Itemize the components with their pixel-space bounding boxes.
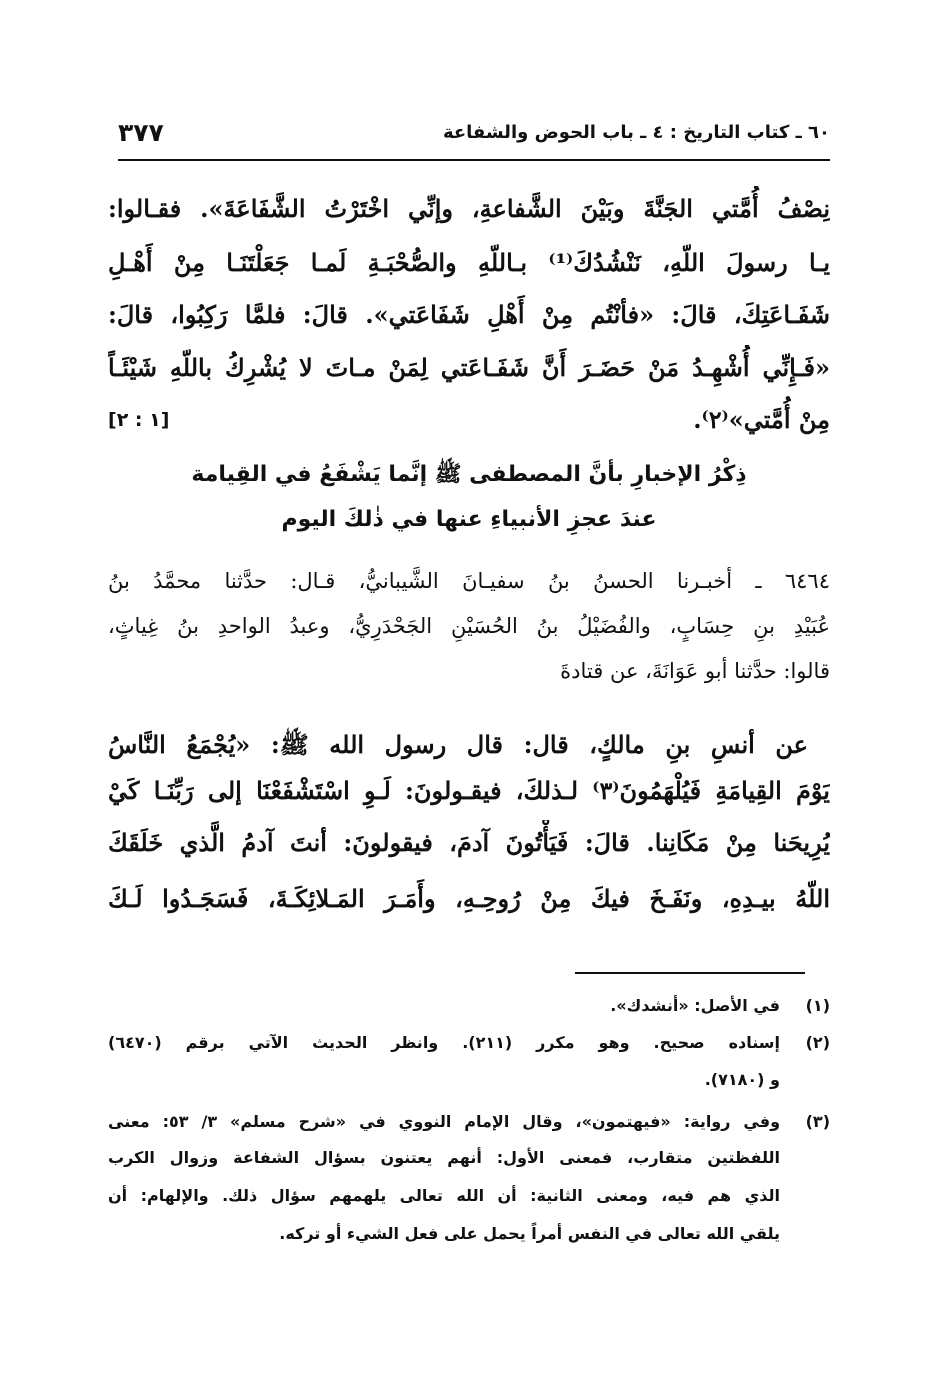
text-line: نِصْفُ أُمَّتي الجَنَّةَ وبَيْنَ الشَّفاعةِ، وإنِّي اخْتَرْتُ الشَّفَاعَةَ». فقـالوا: — [108, 194, 830, 223]
footnote-text: إسناده صحيح. وهو مكرر (٢١١). وانظر الحديث الآتي برقم (٦٤٧٠) — [108, 1033, 780, 1052]
chapter-heading-line-2: عندَ عجزِ الأنبياءِ عنها في ذٰلكَ اليوم — [281, 507, 657, 532]
footnote-number: (٣) — [805, 1112, 830, 1131]
running-head: ٦٠ ـ كتاب التاريخ : ٤ ـ باب الحوض والشفاعة — [442, 122, 830, 143]
text-line: «فَـإِنِّي أُشْهِـدُ مَنْ حَضَـرَ أَنَّ شَفَـاعَتي لِمَنْ مـاتَ لا يُشْرِكُ باللّهِ شَيْئَـاً — [108, 353, 830, 382]
footnote-text: في الأصل: «أنشدك». — [610, 996, 780, 1015]
footnote-2 — [108, 1027, 830, 1059]
footnote-number: (١) — [805, 996, 830, 1015]
footnote-3-cont — [108, 1218, 830, 1250]
text-line: شَفَـاعَتِكَ، قالَ: «فأنْتُم مِنْ أَهْلِ شَفَاعَتي». قالَ: فلمَّا رَكِبُوا، قالَ: — [108, 300, 830, 329]
matn-line: عن أنسِ بنِ مالكٍ، قال: قال رسول الله ﷺ: «يُجْمَعُ النَّاسُ — [108, 730, 808, 759]
footnote-3-cont — [108, 1180, 830, 1212]
isnad-line: عُبَيْدِ بنِ حِسَابٍ، والفُضَيْلُ بنُ الحُسَيْنِ الجَحْدَرِيُّ، وعبدُ الواحدِ بنُ غِياثٍ، — [108, 614, 830, 638]
footnote-3-cont — [108, 1142, 830, 1174]
matn-line: يَوْمَ القِيامَةِ فَيُلْهَمُونَ⁽٣⁾ لـذلكَ، فيقـولونَ: لَـوِ اسْتَشْفَعْنَا إلى رَبِّنَـا كَيْ — [108, 776, 830, 805]
isnad-line: ٦٤٦٤ ـ أخبـرنا الحسنُ بنُ سفيـانَ الشَّيبانيُّ، قـال: حدَّثنا محمَّدُ بنُ — [108, 569, 830, 593]
chapter-heading-line-1: ذِكْرُ الإخبارِ بأنَّ المصطفى ﷺ إنَّما يَشْفَعُ في القِيامة — [191, 462, 747, 487]
text-line: مِنْ أُمَّتي»⁽٢⁾. — [693, 405, 830, 434]
matn-line: اللّهُ بيـدِهِ، ونَفَـخَ فيكَ مِنْ رُوحِـهِ، وأَمَـرَ المَـلائِكَـةَ، فَسَجَـدُوا لَـكَ — [108, 884, 830, 913]
footnote-text: الذي هم فيه، ومعنى الثانية: أن الله تعالى يلهمهم سؤال ذلك. والإلهام: أن — [108, 1186, 780, 1205]
footnote-2-cont — [108, 1064, 830, 1096]
footnote-separator — [575, 972, 805, 974]
paragraph-end-line — [108, 400, 830, 440]
hadith-reference: [١ : ٢] — [108, 409, 170, 431]
matn-line: يُرِيحَنا مِنْ مَكَانِنا. قالَ: فَيَأْتُونَ آدمَ، فيقولونَ: أنتَ آدمُ الَّذي خَلَقَكَ — [108, 828, 830, 857]
footnote-number: (٢) — [805, 1033, 830, 1052]
text-line: يـا رسولَ اللّهِ، نَنْشُدُكَ⁽¹⁾ بـاللّهِ والصُّحْبَـةِ لَمـا جَعَلْتَنَـا مِنْ أَهْـلِ — [108, 248, 830, 277]
footnote-text: اللفظتين متقارب، فمعنى الأول: أنهم يعتنون بسؤال الشفاعة وزوال الكرب — [108, 1148, 780, 1167]
footnote-text: وفي رواية: «فيهتمون»، وقال الإمام النووي في «شرح مسلم» ٣/ ٥٣: معنى — [108, 1112, 781, 1131]
footnote-text: يلقي الله تعالى في النفس أمراً يحمل على فعل الشيء أو تركه. — [279, 1224, 780, 1243]
page-number: ٣٧٧ — [118, 118, 164, 147]
footnote-1 — [108, 990, 830, 1022]
header-rule — [118, 159, 830, 161]
footnote-3 — [108, 1106, 830, 1138]
isnad-line: قالوا: حدَّثنا أبو عَوَانَةَ، عن قتادةَ — [560, 659, 830, 683]
footnote-text: و (٧١٨٠). — [704, 1070, 780, 1089]
page-header — [118, 118, 830, 158]
